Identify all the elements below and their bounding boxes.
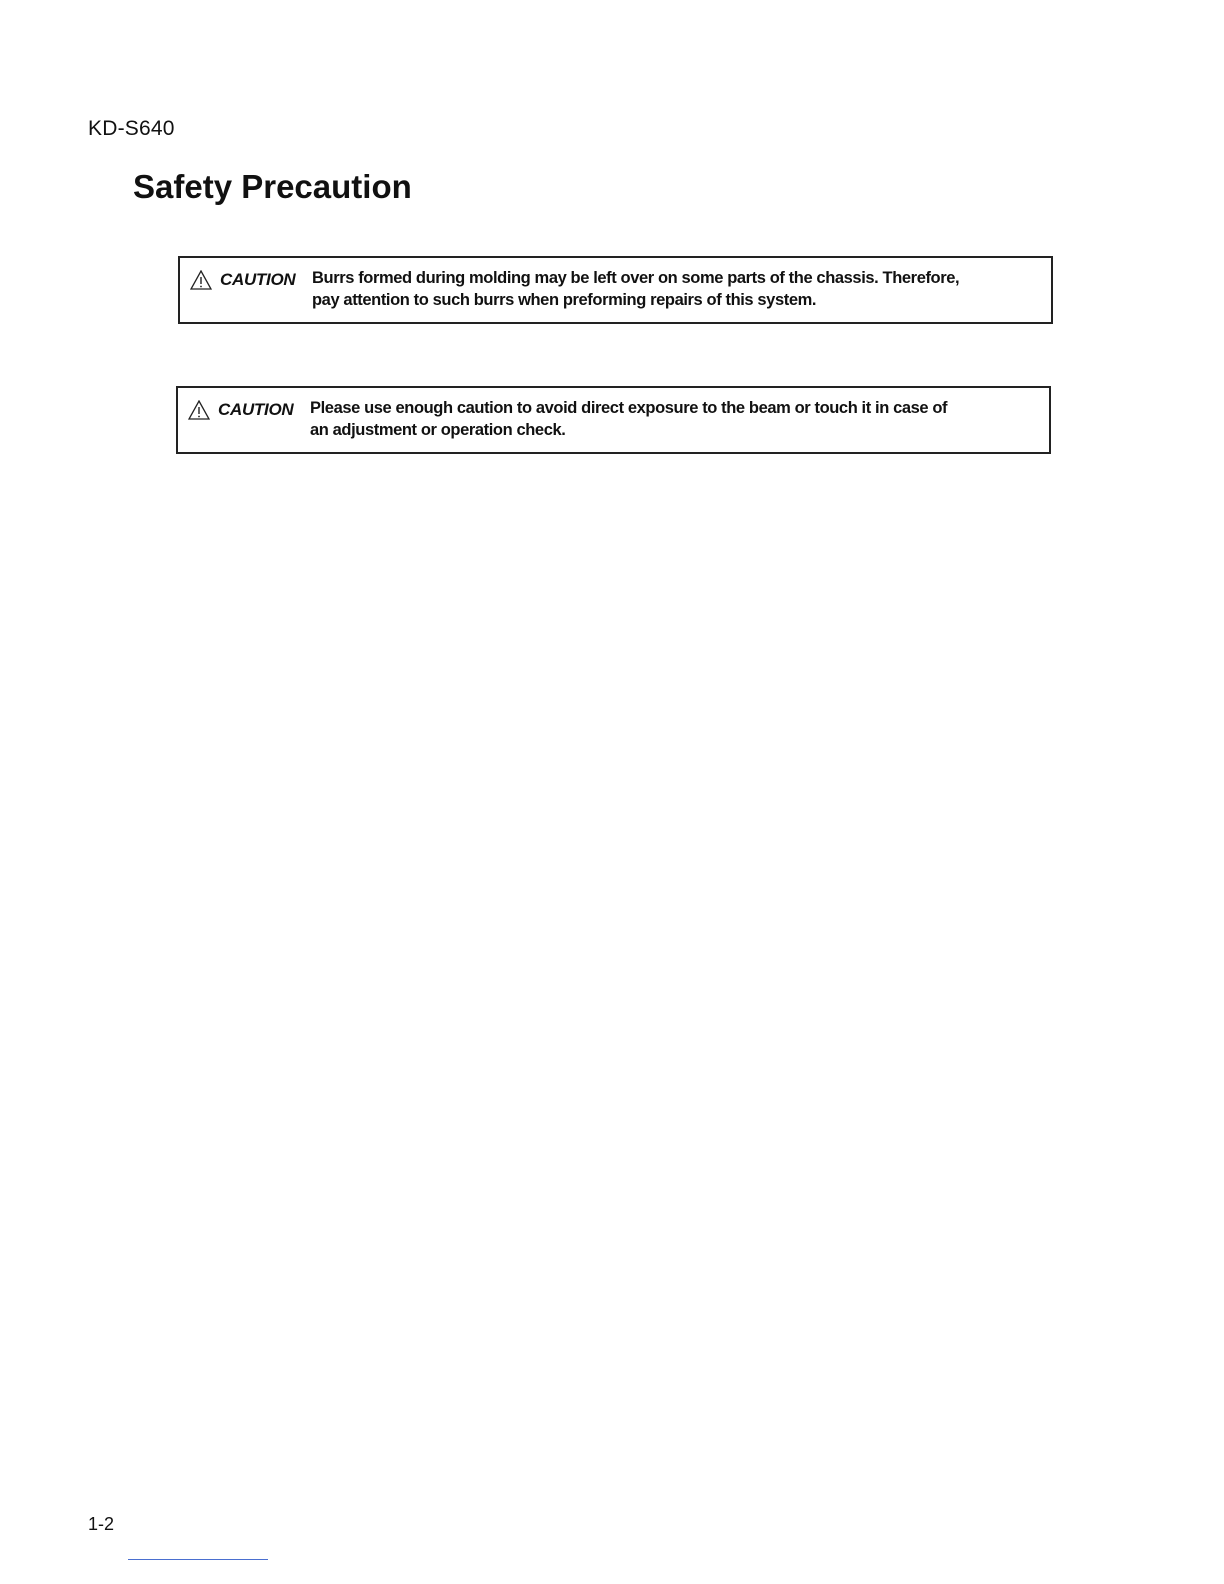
caution-text [312, 267, 959, 311]
caution-box-burrs [178, 256, 1053, 324]
page-title: Safety Precaution [133, 168, 412, 205]
caution-label: CAUTION [220, 270, 296, 289]
caution-text-line: Burrs formed during molding may be left over on some parts of the chassis. Therefore, [312, 269, 960, 287]
caution-box-beam [176, 386, 1051, 454]
caution-text-line: an adjustment or operation check. [310, 421, 566, 439]
caution-text-line: Please use enough caution to avoid direct exposure to the beam or touch it in case of [310, 399, 948, 417]
page-number: 1-2 [88, 1514, 115, 1534]
warning-triangle-icon [190, 270, 212, 290]
caution-text [310, 397, 947, 441]
warning-triangle-icon [188, 400, 210, 420]
footer-divider [128, 1559, 268, 1560]
caution-label: CAUTION [218, 400, 294, 419]
model-number: KD-S640 [88, 117, 175, 140]
caution-text-line: pay attention to such burrs when preforming repairs of this system. [312, 291, 817, 309]
